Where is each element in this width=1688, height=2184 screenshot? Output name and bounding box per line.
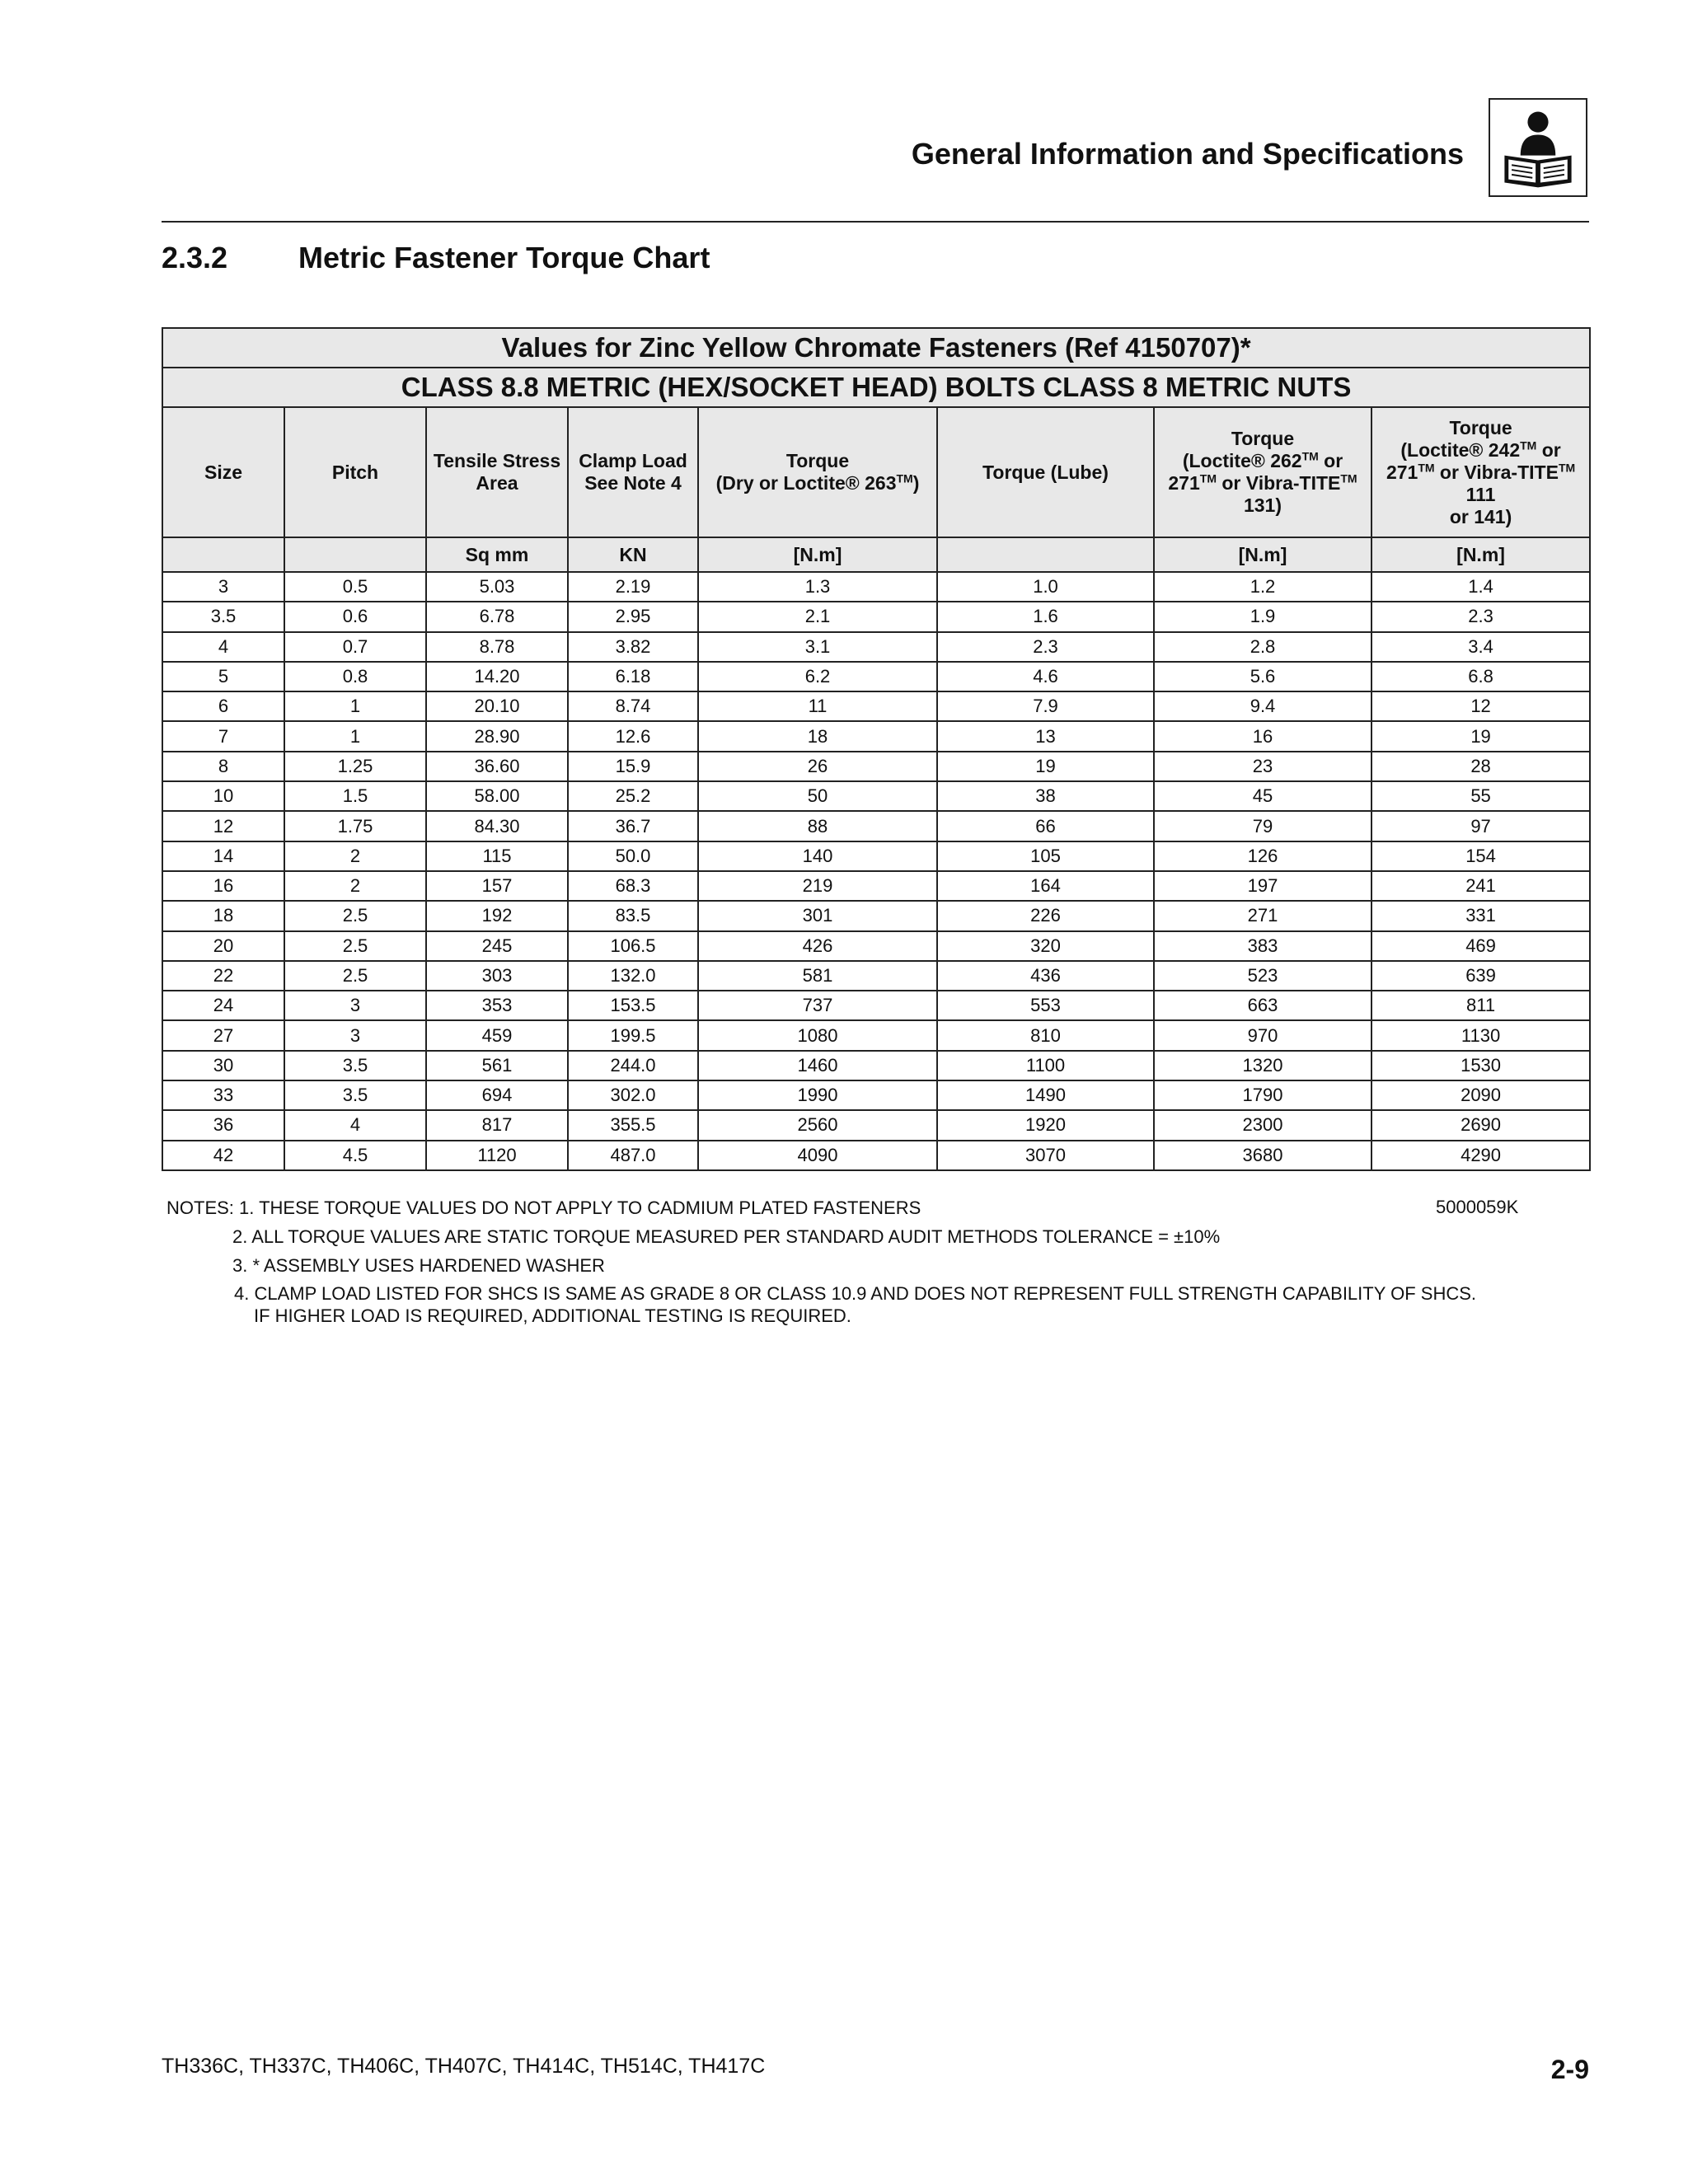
table-cell: 487.0 <box>568 1141 698 1170</box>
unit-size <box>162 537 284 572</box>
table-cell: 244.0 <box>568 1051 698 1080</box>
table-cell: 1100 <box>937 1051 1154 1080</box>
table-cell: 14.20 <box>426 662 568 691</box>
table-cell: 2.3 <box>937 632 1154 662</box>
table-cell: 301 <box>698 901 937 930</box>
table-cell: 1.4 <box>1372 572 1590 602</box>
table-cell: 1.0 <box>937 572 1154 602</box>
table-cell: 3 <box>284 991 426 1020</box>
table-cell: 1 <box>284 721 426 751</box>
table-cell: 28 <box>1372 752 1590 781</box>
table-cell: 1.9 <box>1154 602 1372 631</box>
table-cell: 1.3 <box>698 572 937 602</box>
table-cell: 1.6 <box>937 602 1154 631</box>
table-cell: 11 <box>698 691 937 721</box>
column-header-torque-loctite-262: Torque (Loctite® 262™ or 271™ or Vibra-TITE™ 131) <box>1154 407 1372 537</box>
column-header-tensile-stress-area: Tensile Stress Area <box>426 407 568 537</box>
table-cell: 18 <box>162 901 284 930</box>
header-divider <box>162 221 1589 223</box>
table-cell: 19 <box>937 752 1154 781</box>
unit-torque-242: [N.m] <box>1372 537 1590 572</box>
table-cell: 140 <box>698 841 937 871</box>
table-cell: 199.5 <box>568 1020 698 1050</box>
table-row <box>162 752 1590 781</box>
table-cell: 426 <box>698 931 937 961</box>
table-cell: 7.9 <box>937 691 1154 721</box>
table-cell: 5.03 <box>426 572 568 602</box>
unit-clamp: KN <box>568 537 698 572</box>
table-cell: 383 <box>1154 931 1372 961</box>
unit-torque-262: [N.m] <box>1154 537 1372 572</box>
table-cell: 1320 <box>1154 1051 1372 1080</box>
table-cell: 16 <box>162 871 284 901</box>
table-cell: 164 <box>937 871 1154 901</box>
table-row <box>162 781 1590 811</box>
column-header-torque-lube: Torque (Lube) <box>937 407 1154 537</box>
table-cell: 30 <box>162 1051 284 1080</box>
table-cell: 639 <box>1372 961 1590 991</box>
table-cell: 115 <box>426 841 568 871</box>
table-cell: 3.5 <box>284 1080 426 1110</box>
table-cell: 192 <box>426 901 568 930</box>
table-cell: 66 <box>937 811 1154 841</box>
note-3: 3. * ASSEMBLY USES HARDENED WASHER <box>232 1255 605 1276</box>
column-header-torque-loctite-242: Torque (Loctite® 242™ or 271™ or Vibra-TITE™ 111 or 141) <box>1372 407 1590 537</box>
table-cell: 1.25 <box>284 752 426 781</box>
table-cell: 3 <box>162 572 284 602</box>
table-cell: 817 <box>426 1110 568 1140</box>
column-header-size: Size <box>162 407 284 537</box>
table-cell: 8 <box>162 752 284 781</box>
table-cell: 1990 <box>698 1080 937 1110</box>
table-cell: 15.9 <box>568 752 698 781</box>
table-cell: 2.5 <box>284 961 426 991</box>
table-cell: 36 <box>162 1110 284 1140</box>
page-header-title: General Information and Specifications <box>911 137 1464 171</box>
table-row <box>162 1051 1590 1080</box>
table-cell: 811 <box>1372 991 1590 1020</box>
table-cell: 24 <box>162 991 284 1020</box>
document-code: 5000059K <box>1436 1197 1519 1217</box>
table-cell: 561 <box>426 1051 568 1080</box>
unit-torque-lube <box>937 537 1154 572</box>
table-cell: 20 <box>162 931 284 961</box>
table-cell: 16 <box>1154 721 1372 751</box>
table-cell: 2690 <box>1372 1110 1590 1140</box>
table-row <box>162 811 1590 841</box>
table-subtitle: CLASS 8.8 METRIC (HEX/SOCKET HEAD) BOLTS CLASS 8 METRIC NUTS <box>162 368 1590 407</box>
table-cell: 13 <box>937 721 1154 751</box>
table-cell: 79 <box>1154 811 1372 841</box>
page-number: 2-9 <box>1550 2055 1589 2084</box>
table-cell: 737 <box>698 991 937 1020</box>
table-cell: 1920 <box>937 1110 1154 1140</box>
table-cell: 5.6 <box>1154 662 1372 691</box>
table-cell: 23 <box>1154 752 1372 781</box>
table-row <box>162 632 1590 662</box>
table-cell: 355.5 <box>568 1110 698 1140</box>
table-cell: 9.4 <box>1154 691 1372 721</box>
table-cell: 68.3 <box>568 871 698 901</box>
table-cell: 2300 <box>1154 1110 1372 1140</box>
note-4: 4. CLAMP LOAD LISTED FOR SHCS IS SAME AS GRADE 8 OR CLASS 10.9 AND DOES NOT REPRESENT FULL STRENGTH CAPABILITY OF SHCS. <box>234 1283 1476 1304</box>
table-cell: 353 <box>426 991 568 1020</box>
table-cell: 12 <box>1372 691 1590 721</box>
table-cell: 694 <box>426 1080 568 1110</box>
table-cell: 245 <box>426 931 568 961</box>
table-cell: 4 <box>162 632 284 662</box>
table-cell: 4090 <box>698 1141 937 1170</box>
table-row <box>162 841 1590 871</box>
table-cell: 19 <box>1372 721 1590 751</box>
unit-torque-dry: [N.m] <box>698 537 937 572</box>
table-cell: 42 <box>162 1141 284 1170</box>
table-body <box>162 572 1590 1170</box>
table-cell: 271 <box>1154 901 1372 930</box>
table-cell: 2.3 <box>1372 602 1590 631</box>
table-row <box>162 1080 1590 1110</box>
table-cell: 84.30 <box>426 811 568 841</box>
table-cell: 12 <box>162 811 284 841</box>
table-cell: 28.90 <box>426 721 568 751</box>
table-cell: 1790 <box>1154 1080 1372 1110</box>
table-row <box>162 1020 1590 1050</box>
table-cell: 45 <box>1154 781 1372 811</box>
reading-person-manual-icon <box>1489 98 1587 197</box>
table-cell: 12.6 <box>568 721 698 751</box>
section-title: Metric Fastener Torque Chart <box>298 241 710 274</box>
table-cell: 331 <box>1372 901 1590 930</box>
table-cell: 436 <box>937 961 1154 991</box>
table-row <box>162 1110 1590 1140</box>
table-cell: 4.5 <box>284 1141 426 1170</box>
table-cell: 1530 <box>1372 1051 1590 1080</box>
table-cell: 2 <box>284 841 426 871</box>
table-cell: 3680 <box>1154 1141 1372 1170</box>
table-cell: 106.5 <box>568 931 698 961</box>
table-cell: 553 <box>937 991 1154 1020</box>
table-cell: 2.5 <box>284 931 426 961</box>
table-cell: 1080 <box>698 1020 937 1050</box>
table-cell: 1460 <box>698 1051 937 1080</box>
table-cell: 36.7 <box>568 811 698 841</box>
table-cell: 4 <box>284 1110 426 1140</box>
table-cell: 26 <box>698 752 937 781</box>
table-cell: 132.0 <box>568 961 698 991</box>
table-cell: 22 <box>162 961 284 991</box>
table-cell: 50.0 <box>568 841 698 871</box>
table-cell: 153.5 <box>568 991 698 1020</box>
note-4-continued: IF HIGHER LOAD IS REQUIRED, ADDITIONAL TESTING IS REQUIRED. <box>254 1305 851 1326</box>
table-cell: 105 <box>937 841 1154 871</box>
table-cell: 36.60 <box>426 752 568 781</box>
table-cell: 14 <box>162 841 284 871</box>
section-number: 2.3.2 <box>162 241 228 274</box>
table-cell: 3.82 <box>568 632 698 662</box>
table-row <box>162 602 1590 631</box>
table-cell: 154 <box>1372 841 1590 871</box>
table-cell: 3070 <box>937 1141 1154 1170</box>
table-cell: 1.2 <box>1154 572 1372 602</box>
table-cell: 2560 <box>698 1110 937 1140</box>
table-row <box>162 662 1590 691</box>
table-cell: 2.1 <box>698 602 937 631</box>
table-cell: 1.5 <box>284 781 426 811</box>
table-cell: 3.1 <box>698 632 937 662</box>
footer-model-list: TH336C, TH337C, TH406C, TH407C, TH414C, TH514C, TH417C <box>162 2055 766 2078</box>
table-cell: 4.6 <box>937 662 1154 691</box>
table-row <box>162 961 1590 991</box>
table-row <box>162 991 1590 1020</box>
table-title: Values for Zinc Yellow Chromate Fasteners (Ref 4150707)* <box>162 328 1590 368</box>
table-cell: 5 <box>162 662 284 691</box>
table-cell: 6.78 <box>426 602 568 631</box>
table-cell: 1120 <box>426 1141 568 1170</box>
table-cell: 0.6 <box>284 602 426 631</box>
table-cell: 459 <box>426 1020 568 1050</box>
table-cell: 50 <box>698 781 937 811</box>
table-row <box>162 721 1590 751</box>
table-cell: 1490 <box>937 1080 1154 1110</box>
table-cell: 581 <box>698 961 937 991</box>
table-cell: 2.19 <box>568 572 698 602</box>
table-cell: 241 <box>1372 871 1590 901</box>
table-cell: 33 <box>162 1080 284 1110</box>
table-cell: 126 <box>1154 841 1372 871</box>
table-row <box>162 931 1590 961</box>
table-cell: 8.74 <box>568 691 698 721</box>
table-cell: 2.95 <box>568 602 698 631</box>
column-header-pitch: Pitch <box>284 407 426 537</box>
table-cell: 55 <box>1372 781 1590 811</box>
table-cell: 25.2 <box>568 781 698 811</box>
table-cell: 2 <box>284 871 426 901</box>
table-cell: 0.7 <box>284 632 426 662</box>
table-cell: 469 <box>1372 931 1590 961</box>
table-cell: 197 <box>1154 871 1372 901</box>
table-cell: 2.8 <box>1154 632 1372 662</box>
table-cell: 1 <box>284 691 426 721</box>
table-cell: 219 <box>698 871 937 901</box>
table-cell: 6.8 <box>1372 662 1590 691</box>
table-cell: 303 <box>426 961 568 991</box>
table-cell: 0.8 <box>284 662 426 691</box>
note-1: NOTES: 1. THESE TORQUE VALUES DO NOT APPLY TO CADMIUM PLATED FASTENERS <box>166 1197 921 1218</box>
table-cell: 970 <box>1154 1020 1372 1050</box>
table-cell: 6.2 <box>698 662 937 691</box>
table-cell: 18 <box>698 721 937 751</box>
table-cell: 3.4 <box>1372 632 1590 662</box>
table-cell: 3.5 <box>284 1051 426 1080</box>
table-row <box>162 572 1590 602</box>
table-cell: 157 <box>426 871 568 901</box>
table-cell: 810 <box>937 1020 1154 1050</box>
table-cell: 83.5 <box>568 901 698 930</box>
column-header-torque-dry: Torque (Dry or Loctite® 263™) <box>698 407 937 537</box>
table-row <box>162 691 1590 721</box>
table-cell: 20.10 <box>426 691 568 721</box>
table-cell: 2090 <box>1372 1080 1590 1110</box>
table-cell: 6.18 <box>568 662 698 691</box>
table-cell: 4290 <box>1372 1141 1590 1170</box>
table-cell: 302.0 <box>568 1080 698 1110</box>
table-cell: 10 <box>162 781 284 811</box>
torque-table <box>162 327 1591 1171</box>
table-cell: 58.00 <box>426 781 568 811</box>
table-cell: 88 <box>698 811 937 841</box>
unit-pitch <box>284 537 426 572</box>
table-cell: 7 <box>162 721 284 751</box>
table-cell: 3 <box>284 1020 426 1050</box>
table-cell: 3.5 <box>162 602 284 631</box>
table-row <box>162 901 1590 930</box>
column-header-clamp-load: Clamp Load See Note 4 <box>568 407 698 537</box>
table-cell: 320 <box>937 931 1154 961</box>
table-cell: 8.78 <box>426 632 568 662</box>
table-cell: 523 <box>1154 961 1372 991</box>
table-cell: 663 <box>1154 991 1372 1020</box>
table-cell: 1.75 <box>284 811 426 841</box>
table-row <box>162 871 1590 901</box>
table-cell: 97 <box>1372 811 1590 841</box>
table-cell: 2.5 <box>284 901 426 930</box>
table-cell: 6 <box>162 691 284 721</box>
table-row <box>162 1141 1590 1170</box>
table-cell: 0.5 <box>284 572 426 602</box>
table-cell: 226 <box>937 901 1154 930</box>
table-cell: 27 <box>162 1020 284 1050</box>
note-2: 2. ALL TORQUE VALUES ARE STATIC TORQUE MEASURED PER STANDARD AUDIT METHODS TOLERANCE = ±10% <box>232 1226 1221 1247</box>
table-cell: 38 <box>937 781 1154 811</box>
unit-tensile: Sq mm <box>426 537 568 572</box>
table-cell: 1130 <box>1372 1020 1590 1050</box>
